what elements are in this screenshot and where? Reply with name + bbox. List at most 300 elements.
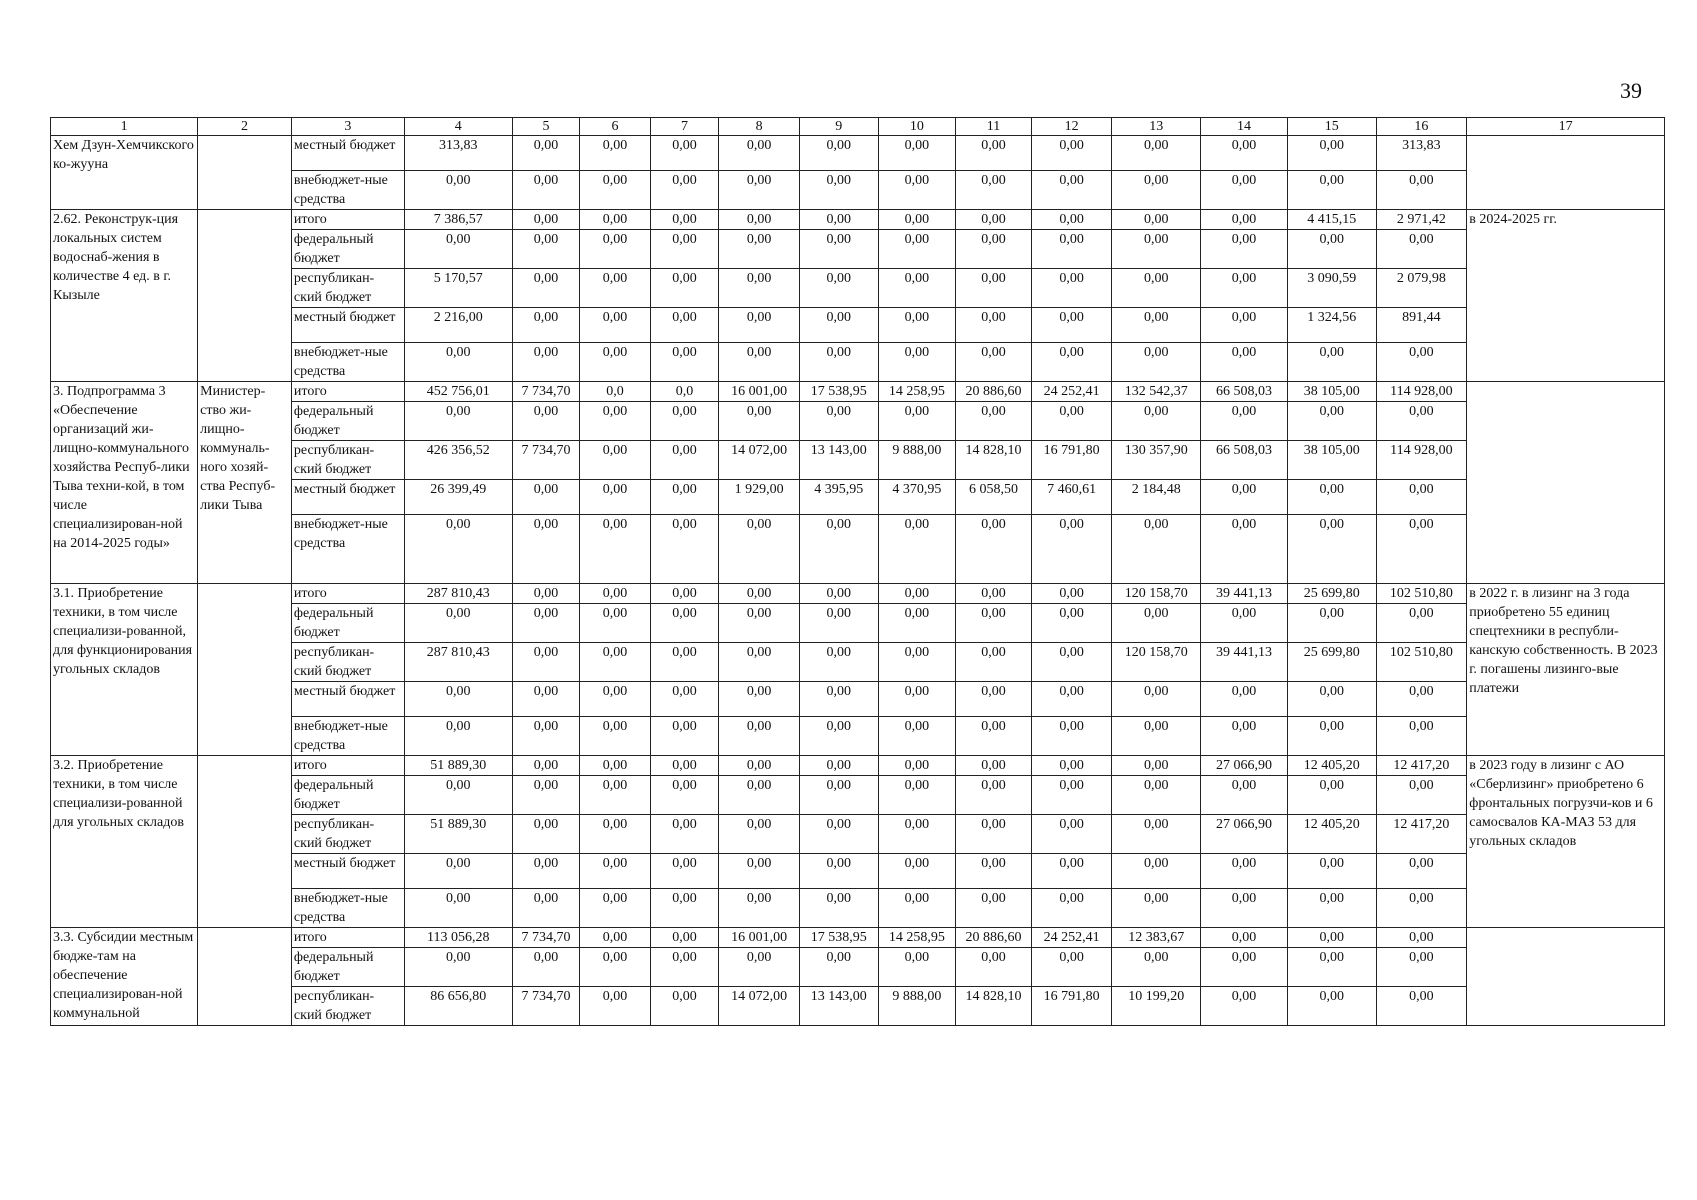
- value-cell: 120 158,70: [1112, 584, 1201, 604]
- value-cell: 0,00: [719, 756, 800, 776]
- column-header: 3: [291, 118, 404, 136]
- value-cell: 0,00: [512, 756, 580, 776]
- value-cell: 0,00: [1112, 756, 1201, 776]
- value-cell: 0,00: [1031, 136, 1112, 171]
- value-cell: 0,00: [719, 171, 800, 210]
- value-cell: 0,00: [956, 682, 1032, 717]
- value-cell: 0,00: [956, 584, 1032, 604]
- value-cell: 0,00: [1031, 210, 1112, 230]
- value-cell: 16 791,80: [1031, 441, 1112, 480]
- value-cell: 0,00: [799, 948, 878, 987]
- value-cell: 0,00: [956, 815, 1032, 854]
- value-cell: 0,00: [650, 987, 719, 1026]
- funding-source-cell: итого: [291, 382, 404, 402]
- value-cell: 0,00: [1287, 987, 1376, 1026]
- value-cell: 0,00: [1112, 776, 1201, 815]
- value-cell: 26 399,49: [404, 480, 512, 515]
- value-cell: 0,00: [719, 210, 800, 230]
- value-cell: 0,00: [1287, 515, 1376, 584]
- table-row: [51, 230, 1665, 269]
- value-cell: 9 888,00: [878, 987, 956, 1026]
- value-cell: 0,00: [1287, 682, 1376, 717]
- value-cell: 313,83: [404, 136, 512, 171]
- value-cell: 0,00: [878, 402, 956, 441]
- funding-source-cell: внебюджет-ные средства: [291, 343, 404, 382]
- value-cell: 16 001,00: [719, 928, 800, 948]
- table-row: [51, 441, 1665, 480]
- value-cell: 0,00: [512, 854, 580, 889]
- value-cell: 0,00: [956, 136, 1032, 171]
- value-cell: 0,00: [719, 948, 800, 987]
- value-cell: 0,00: [1287, 136, 1376, 171]
- value-cell: 0,00: [719, 402, 800, 441]
- value-cell: 0,00: [956, 515, 1032, 584]
- value-cell: 0,00: [650, 948, 719, 987]
- value-cell: 0,00: [580, 854, 651, 889]
- table-row: [51, 889, 1665, 928]
- table-row: [51, 480, 1665, 515]
- value-cell: 0,00: [404, 171, 512, 210]
- value-cell: 0,00: [580, 643, 651, 682]
- funding-source-cell: итого: [291, 756, 404, 776]
- value-cell: 0,00: [512, 343, 580, 382]
- value-cell: 0,00: [1287, 604, 1376, 643]
- value-cell: 0,00: [512, 682, 580, 717]
- value-cell: 0,00: [1287, 928, 1376, 948]
- value-cell: 0,00: [1112, 717, 1201, 756]
- value-cell: 0,00: [1201, 171, 1288, 210]
- funding-source-cell: федеральный бюджет: [291, 230, 404, 269]
- value-cell: 0,00: [512, 515, 580, 584]
- value-cell: 0,00: [1376, 343, 1467, 382]
- value-cell: 25 699,80: [1287, 643, 1376, 682]
- table-row: [51, 756, 1665, 776]
- value-cell: 0,00: [1201, 717, 1288, 756]
- value-cell: 0,00: [878, 815, 956, 854]
- value-cell: 14 072,00: [719, 441, 800, 480]
- value-cell: 0,00: [878, 136, 956, 171]
- table-row: [51, 515, 1665, 584]
- value-cell: 0,00: [1201, 987, 1288, 1026]
- value-cell: 0,00: [1112, 230, 1201, 269]
- funding-source-cell: местный бюджет: [291, 682, 404, 717]
- value-cell: 0,00: [1112, 402, 1201, 441]
- value-cell: 10 199,20: [1112, 987, 1201, 1026]
- value-cell: 0,00: [1031, 776, 1112, 815]
- column-header: 1: [51, 118, 198, 136]
- value-cell: 0,00: [1287, 948, 1376, 987]
- value-cell: 0,00: [580, 584, 651, 604]
- value-cell: 0,00: [956, 854, 1032, 889]
- table-row: [51, 171, 1665, 210]
- value-cell: 0,00: [650, 230, 719, 269]
- table-row: [51, 815, 1665, 854]
- value-cell: 0,00: [650, 889, 719, 928]
- value-cell: 0,00: [580, 987, 651, 1026]
- value-cell: 0,00: [1112, 889, 1201, 928]
- value-cell: 0,00: [404, 889, 512, 928]
- value-cell: 0,00: [1031, 756, 1112, 776]
- value-cell: 25 699,80: [1287, 584, 1376, 604]
- value-cell: 0,00: [1376, 987, 1467, 1026]
- value-cell: 0,0: [580, 382, 651, 402]
- value-cell: 0,00: [650, 343, 719, 382]
- value-cell: 0,00: [404, 230, 512, 269]
- value-cell: 0,00: [878, 604, 956, 643]
- column-header: 14: [1201, 118, 1288, 136]
- note-cell: [1467, 382, 1665, 584]
- value-cell: 0,00: [799, 889, 878, 928]
- value-cell: 0,00: [1112, 515, 1201, 584]
- value-cell: 38 105,00: [1287, 441, 1376, 480]
- value-cell: 0,00: [1201, 230, 1288, 269]
- responsible-cell: [198, 928, 292, 1026]
- value-cell: 0,00: [799, 402, 878, 441]
- value-cell: 0,00: [580, 515, 651, 584]
- value-cell: 14 072,00: [719, 987, 800, 1026]
- column-header: 16: [1376, 118, 1467, 136]
- value-cell: 0,00: [1376, 776, 1467, 815]
- value-cell: 0,00: [956, 269, 1032, 308]
- value-cell: 1 324,56: [1287, 308, 1376, 343]
- value-cell: 0,00: [878, 889, 956, 928]
- value-cell: 0,00: [1201, 682, 1288, 717]
- value-cell: 0,00: [580, 815, 651, 854]
- funding-source-cell: федеральный бюджет: [291, 604, 404, 643]
- value-cell: 0,00: [650, 171, 719, 210]
- responsible-cell: [198, 584, 292, 756]
- value-cell: 0,00: [1031, 515, 1112, 584]
- value-cell: 4 395,95: [799, 480, 878, 515]
- header-row: [51, 118, 1665, 136]
- value-cell: 0,00: [580, 441, 651, 480]
- value-cell: 7 460,61: [1031, 480, 1112, 515]
- value-cell: 0,00: [1112, 343, 1201, 382]
- value-cell: 0,00: [878, 643, 956, 682]
- value-cell: 0,00: [1376, 889, 1467, 928]
- value-cell: 12 417,20: [1376, 756, 1467, 776]
- value-cell: 0,00: [1031, 948, 1112, 987]
- value-cell: 0,00: [1112, 136, 1201, 171]
- value-cell: 0,00: [799, 643, 878, 682]
- funding-source-cell: республикан-ский бюджет: [291, 815, 404, 854]
- program-name-cell: 3.2. Приобретение техники, в том числе специализи-рованной для угольных складов: [51, 756, 198, 928]
- value-cell: 0,00: [512, 210, 580, 230]
- value-cell: 0,00: [404, 717, 512, 756]
- responsible-cell: Министер-ство жи-лищно-коммуналь-ного хозяй-ства Респуб-лики Тыва: [198, 382, 292, 584]
- value-cell: 102 510,80: [1376, 584, 1467, 604]
- value-cell: 86 656,80: [404, 987, 512, 1026]
- value-cell: 0,00: [1376, 604, 1467, 643]
- note-cell: [1467, 136, 1665, 210]
- value-cell: 0,00: [719, 682, 800, 717]
- value-cell: 0,00: [1201, 854, 1288, 889]
- value-cell: 0,00: [1112, 308, 1201, 343]
- note-cell: в 2024-2025 гг.: [1467, 210, 1665, 382]
- value-cell: 0,00: [650, 815, 719, 854]
- value-cell: 0,00: [1287, 171, 1376, 210]
- value-cell: 0,00: [878, 515, 956, 584]
- note-cell: в 2022 г. в лизинг на 3 года приобретено 55 единиц спецтехники в республи-канскую собственность. В 2023 г. погашены лизинго-вые платежи: [1467, 584, 1665, 756]
- value-cell: 0,00: [1201, 515, 1288, 584]
- value-cell: 0,00: [404, 515, 512, 584]
- value-cell: 0,00: [580, 343, 651, 382]
- value-cell: 66 508,03: [1201, 441, 1288, 480]
- value-cell: 0,00: [799, 210, 878, 230]
- value-cell: 0,00: [580, 948, 651, 987]
- value-cell: 2 079,98: [1376, 269, 1467, 308]
- value-cell: 0,00: [1031, 230, 1112, 269]
- value-cell: 132 542,37: [1112, 382, 1201, 402]
- value-cell: 0,00: [650, 402, 719, 441]
- value-cell: 0,00: [799, 308, 878, 343]
- column-header: 9: [799, 118, 878, 136]
- value-cell: 0,00: [878, 308, 956, 343]
- funding-source-cell: внебюджет-ные средства: [291, 171, 404, 210]
- table-row: [51, 928, 1665, 948]
- table-row: [51, 682, 1665, 717]
- value-cell: 0,00: [956, 402, 1032, 441]
- value-cell: 426 356,52: [404, 441, 512, 480]
- value-cell: 0,00: [1112, 171, 1201, 210]
- value-cell: 0,00: [1031, 269, 1112, 308]
- value-cell: 0,00: [512, 643, 580, 682]
- value-cell: 0,00: [1112, 604, 1201, 643]
- value-cell: 0,00: [719, 643, 800, 682]
- program-name-cell: 2.62. Реконструк-ция локальных систем водоснаб-жения в количестве 4 ед. в г. Кызыле: [51, 210, 198, 382]
- value-cell: 0,00: [1201, 136, 1288, 171]
- value-cell: 0,00: [512, 889, 580, 928]
- value-cell: 0,00: [404, 854, 512, 889]
- value-cell: 0,00: [1376, 717, 1467, 756]
- value-cell: 14 258,95: [878, 928, 956, 948]
- value-cell: 0,00: [1031, 584, 1112, 604]
- value-cell: 24 252,41: [1031, 928, 1112, 948]
- value-cell: 0,00: [1376, 230, 1467, 269]
- value-cell: 7 734,70: [512, 987, 580, 1026]
- funding-source-cell: итого: [291, 210, 404, 230]
- value-cell: 0,00: [1287, 343, 1376, 382]
- value-cell: 0,00: [1287, 480, 1376, 515]
- value-cell: 0,00: [512, 815, 580, 854]
- value-cell: 0,00: [956, 776, 1032, 815]
- funding-source-cell: внебюджет-ные средства: [291, 717, 404, 756]
- table-row: [51, 210, 1665, 230]
- value-cell: 313,83: [1376, 136, 1467, 171]
- value-cell: 0,00: [650, 928, 719, 948]
- value-cell: 0,00: [1112, 854, 1201, 889]
- value-cell: 0,00: [512, 948, 580, 987]
- value-cell: 0,00: [719, 584, 800, 604]
- value-cell: 0,00: [878, 948, 956, 987]
- value-cell: 13 143,00: [799, 441, 878, 480]
- value-cell: 0,00: [878, 682, 956, 717]
- value-cell: 0,00: [1201, 308, 1288, 343]
- value-cell: 24 252,41: [1031, 382, 1112, 402]
- table-row: [51, 402, 1665, 441]
- value-cell: 0,00: [580, 210, 651, 230]
- value-cell: 7 734,70: [512, 382, 580, 402]
- budget-table: [50, 117, 1665, 1026]
- value-cell: 0,00: [580, 480, 651, 515]
- value-cell: 2 971,42: [1376, 210, 1467, 230]
- value-cell: 0,00: [799, 854, 878, 889]
- value-cell: 0,00: [512, 269, 580, 308]
- funding-source-cell: внебюджет-ные средства: [291, 515, 404, 584]
- value-cell: 0,00: [719, 717, 800, 756]
- value-cell: 27 066,90: [1201, 815, 1288, 854]
- value-cell: 0,00: [512, 230, 580, 269]
- value-cell: 0,00: [1112, 948, 1201, 987]
- table-row: [51, 382, 1665, 402]
- table-row: [51, 308, 1665, 343]
- value-cell: 0,00: [1201, 402, 1288, 441]
- value-cell: 12 405,20: [1287, 756, 1376, 776]
- value-cell: 0,00: [799, 515, 878, 584]
- funding-source-cell: итого: [291, 584, 404, 604]
- value-cell: 0,00: [650, 308, 719, 343]
- value-cell: 0,00: [878, 210, 956, 230]
- program-name-cell: 3. Подпрограмма 3 «Обеспечение организаций жи-лищно-коммунального хозяйства Респуб-лики Тыва техни-кой, в том числе специализирован-ной на 2014-2025 годы»: [51, 382, 198, 584]
- table-row: [51, 854, 1665, 889]
- value-cell: 7 734,70: [512, 928, 580, 948]
- value-cell: 0,00: [404, 343, 512, 382]
- column-header: 2: [198, 118, 292, 136]
- value-cell: 0,00: [719, 308, 800, 343]
- value-cell: 0,00: [799, 343, 878, 382]
- funding-source-cell: республикан-ский бюджет: [291, 269, 404, 308]
- value-cell: 0,00: [650, 776, 719, 815]
- value-cell: 7 734,70: [512, 441, 580, 480]
- value-cell: 287 810,43: [404, 584, 512, 604]
- value-cell: 0,00: [1031, 717, 1112, 756]
- value-cell: 0,00: [1031, 308, 1112, 343]
- value-cell: 0,00: [650, 136, 719, 171]
- value-cell: 287 810,43: [404, 643, 512, 682]
- value-cell: 0,00: [580, 269, 651, 308]
- note-cell: [1467, 928, 1665, 1026]
- value-cell: 0,00: [1376, 402, 1467, 441]
- table-row: [51, 987, 1665, 1026]
- value-cell: 0,00: [650, 643, 719, 682]
- value-cell: 0,00: [650, 441, 719, 480]
- value-cell: 20 886,60: [956, 928, 1032, 948]
- value-cell: 0,00: [719, 515, 800, 584]
- value-cell: 0,00: [1112, 815, 1201, 854]
- value-cell: 0,00: [512, 308, 580, 343]
- value-cell: 0,00: [512, 584, 580, 604]
- value-cell: 0,00: [580, 928, 651, 948]
- value-cell: 0,00: [580, 402, 651, 441]
- value-cell: 0,00: [512, 604, 580, 643]
- value-cell: 0,00: [1287, 717, 1376, 756]
- value-cell: 0,00: [956, 210, 1032, 230]
- column-header: 13: [1112, 118, 1201, 136]
- value-cell: 17 538,95: [799, 928, 878, 948]
- table-row: [51, 643, 1665, 682]
- page-number: 39: [1620, 78, 1642, 103]
- value-cell: 114 928,00: [1376, 441, 1467, 480]
- value-cell: 0,00: [650, 269, 719, 308]
- funding-source-cell: местный бюджет: [291, 136, 404, 171]
- value-cell: 0,00: [1287, 230, 1376, 269]
- value-cell: 0,00: [404, 402, 512, 441]
- value-cell: 0,00: [650, 682, 719, 717]
- value-cell: 12 405,20: [1287, 815, 1376, 854]
- column-header: 8: [719, 118, 800, 136]
- value-cell: 0,00: [878, 776, 956, 815]
- value-cell: 13 143,00: [799, 987, 878, 1026]
- value-cell: 16 001,00: [719, 382, 800, 402]
- value-cell: 0,00: [1376, 515, 1467, 584]
- value-cell: 0,00: [1201, 604, 1288, 643]
- value-cell: 0,00: [512, 402, 580, 441]
- value-cell: 51 889,30: [404, 815, 512, 854]
- value-cell: 0,00: [650, 584, 719, 604]
- value-cell: 12 383,67: [1112, 928, 1201, 948]
- program-name-cell: Хем Дзун-Хемчикского ко-жууна: [51, 136, 198, 210]
- value-cell: 0,00: [650, 756, 719, 776]
- value-cell: 0,00: [1376, 171, 1467, 210]
- value-cell: 0,00: [719, 889, 800, 928]
- funding-source-cell: местный бюджет: [291, 308, 404, 343]
- value-cell: 2 216,00: [404, 308, 512, 343]
- value-cell: 0,00: [1031, 815, 1112, 854]
- value-cell: 0,00: [1031, 402, 1112, 441]
- value-cell: 891,44: [1376, 308, 1467, 343]
- funding-source-cell: местный бюджет: [291, 854, 404, 889]
- value-cell: 0,00: [1287, 402, 1376, 441]
- value-cell: 0,00: [580, 889, 651, 928]
- value-cell: 0,00: [1376, 948, 1467, 987]
- value-cell: 0,00: [1201, 269, 1288, 308]
- value-cell: 38 105,00: [1287, 382, 1376, 402]
- value-cell: 0,00: [1376, 928, 1467, 948]
- value-cell: 0,00: [650, 717, 719, 756]
- value-cell: 0,00: [956, 171, 1032, 210]
- value-cell: 0,00: [1112, 210, 1201, 230]
- value-cell: 0,00: [799, 230, 878, 269]
- value-cell: 27 066,90: [1201, 756, 1288, 776]
- value-cell: 0,00: [719, 230, 800, 269]
- value-cell: 0,00: [878, 269, 956, 308]
- program-name-cell: 3.3. Субсидии местным бюдже-там на обеспечение специализирован-ной коммунальной: [51, 928, 198, 1026]
- responsible-cell: [198, 136, 292, 210]
- value-cell: 0,00: [878, 230, 956, 269]
- value-cell: 0,00: [404, 948, 512, 987]
- value-cell: 0,00: [580, 171, 651, 210]
- value-cell: 0,00: [650, 480, 719, 515]
- value-cell: 14 258,95: [878, 382, 956, 402]
- value-cell: 0,00: [1201, 210, 1288, 230]
- value-cell: 102 510,80: [1376, 643, 1467, 682]
- value-cell: 0,00: [1287, 854, 1376, 889]
- value-cell: 0,00: [1031, 643, 1112, 682]
- value-cell: 0,0: [650, 382, 719, 402]
- value-cell: 0,00: [650, 210, 719, 230]
- value-cell: 12 417,20: [1376, 815, 1467, 854]
- value-cell: 0,00: [719, 854, 800, 889]
- value-cell: 0,00: [580, 230, 651, 269]
- value-cell: 7 386,57: [404, 210, 512, 230]
- value-cell: 0,00: [956, 308, 1032, 343]
- value-cell: 2 184,48: [1112, 480, 1201, 515]
- value-cell: 0,00: [1031, 682, 1112, 717]
- value-cell: 0,00: [1201, 776, 1288, 815]
- value-cell: 0,00: [650, 604, 719, 643]
- funding-source-cell: федеральный бюджет: [291, 948, 404, 987]
- column-header: 17: [1467, 118, 1665, 136]
